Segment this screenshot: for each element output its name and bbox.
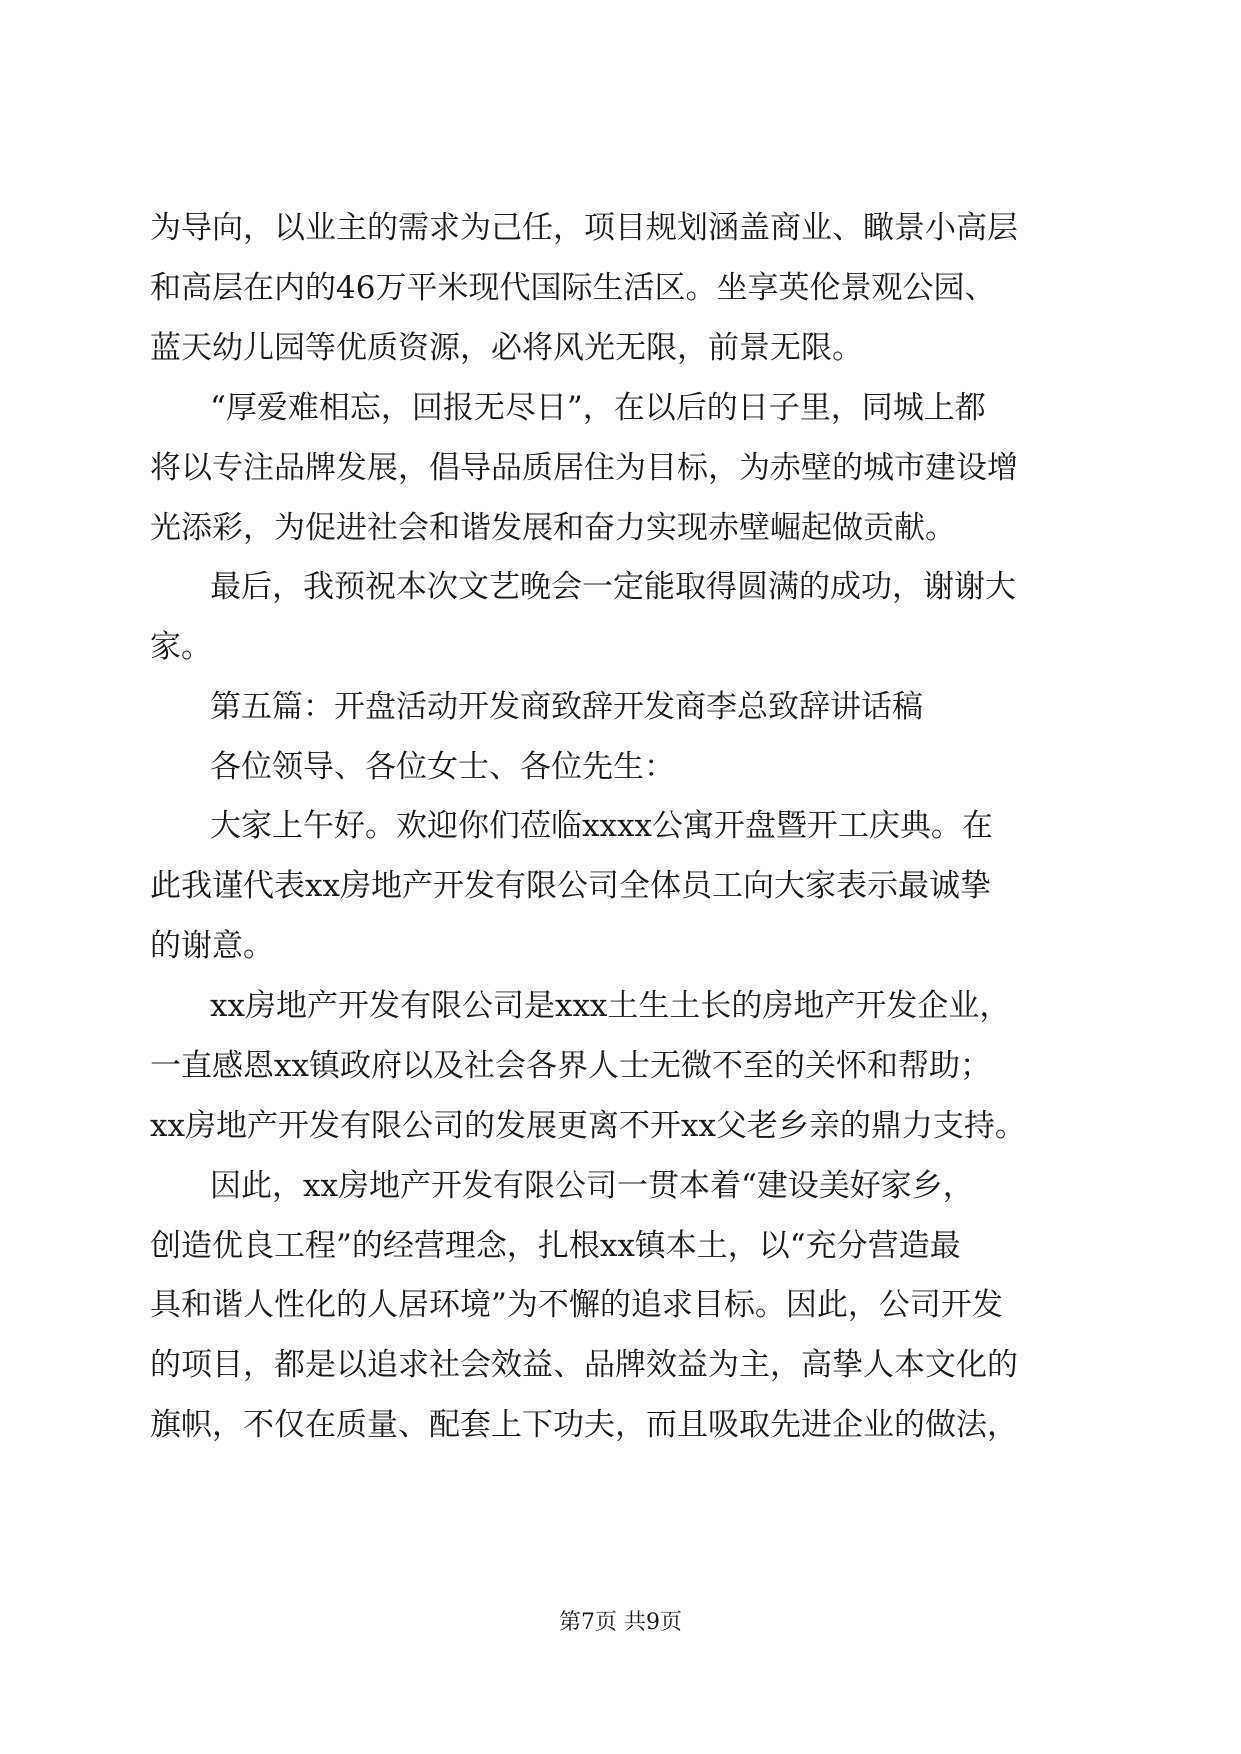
text-line: 为导向，以业主的需求为己任，项目规划涵盖商业、瞰景小高层 xyxy=(150,210,1018,246)
page-number-footer: 第7页 共9页 xyxy=(559,1610,682,1635)
text-line: 具和谐人性化的人居环境”为不懈的追求目标。因此，公司开发 xyxy=(150,1287,1003,1323)
text-line: xx房地产开发有限公司是xxx土生土长的房地产开发企业， xyxy=(210,988,1011,1024)
text-line: 最后，我预祝本次文艺晚会一定能取得圆满的成功，谢谢大 xyxy=(210,569,1016,605)
text-line: 旗帜，不仅在质量、配套上下功夫，而且吸取先进企业的做法， xyxy=(150,1407,1018,1443)
text-line: 将以专注品牌发展，倡导品质居住为目标，为赤壁的城市建设增 xyxy=(150,450,1018,486)
text-line: 此我谨代表xx房地产开发有限公司全体员工向大家表示最诚挚 xyxy=(150,868,991,904)
text-line: 创造优良工程”的经营理念，扎根xx镇本土，以“充分营造最 xyxy=(150,1228,961,1264)
text-line: 的谢意。 xyxy=(150,928,274,964)
salutation: 各位领导、各位女士、各位先生： xyxy=(210,749,675,785)
text-line: “厚爱难相忘，回报无尽日”，在以后的日子里，同城上都 xyxy=(210,390,986,426)
text-line: 的项目，都是以追求社会效益、品牌效益为主，高挚人本文化的 xyxy=(150,1347,1018,1383)
text-line: 和高层在内的46万平米现代国际生活区。坐享英伦景观公园、 xyxy=(150,270,996,306)
text-line: xx房地产开发有限公司的发展更离不开xx父老乡亲的鼎力支持。 xyxy=(150,1108,1026,1144)
text-line: 家。 xyxy=(150,629,212,665)
text-line: 光添彩，为促进社会和谐发展和奋力实现赤壁崛起做贡献。 xyxy=(150,510,956,546)
text-line: 因此，xx房地产开发有限公司一贯本着“建设美好家乡， xyxy=(210,1168,974,1204)
section-heading: 第五篇：开盘活动开发商致辞开发商李总致辞讲话稿 xyxy=(210,689,923,725)
text-line: 蓝天幼儿园等优质资源，必将风光无限，前景无限。 xyxy=(150,330,863,366)
text-line: 大家上午好。欢迎你们莅临xxxx公寓开盘暨开工庆典。在 xyxy=(210,808,993,844)
text-line: 一直感恩xx镇政府以及社会各界人士无微不至的关怀和帮助； xyxy=(150,1048,991,1084)
